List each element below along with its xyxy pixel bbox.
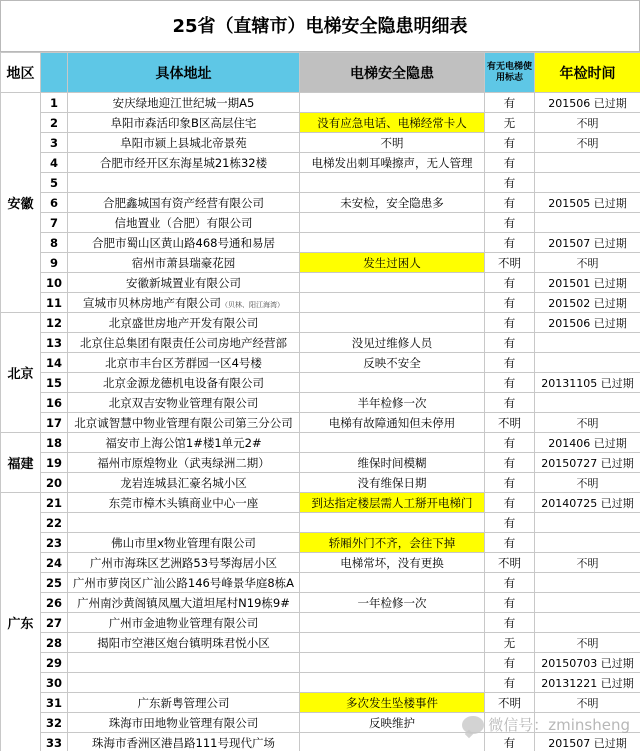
table-row xyxy=(1,433,640,453)
table-row xyxy=(1,573,640,593)
table-row xyxy=(1,333,640,353)
table-row xyxy=(1,93,640,113)
mark-cell: 不明 xyxy=(485,693,535,713)
table-row xyxy=(1,413,640,433)
row-index: 23 xyxy=(41,533,68,553)
address-cell: 宣城市贝林房地产有限公司（贝林、阳江海湾） xyxy=(68,293,300,313)
address-cell xyxy=(68,513,300,533)
table-row xyxy=(1,653,640,673)
address-cell: 北京市丰台区芳群园一区4号楼 xyxy=(68,353,300,373)
row-index: 8 xyxy=(41,233,68,253)
mark-cell: 有 xyxy=(485,393,535,413)
hazard-cell xyxy=(300,273,485,293)
address-cell: 合肥市蜀山区黄山路468号通和易居 xyxy=(68,233,300,253)
mark-cell: 有 xyxy=(485,233,535,253)
mark-cell: 有 xyxy=(485,493,535,513)
row-index: 9 xyxy=(41,253,68,273)
table-row xyxy=(1,133,640,153)
mark-cell: 有 xyxy=(485,653,535,673)
address-subtext: （贝林、阳江海湾） xyxy=(221,300,284,309)
address-cell xyxy=(68,173,300,193)
row-index: 18 xyxy=(41,433,68,453)
row-index: 7 xyxy=(41,213,68,233)
address-cell: 龙岩连城县汇豪名城小区 xyxy=(68,473,300,493)
row-index: 15 xyxy=(41,373,68,393)
table-row xyxy=(1,733,640,751)
row-index: 6 xyxy=(41,193,68,213)
header-row xyxy=(1,53,640,93)
header-mark: 有无电梯使用标志 xyxy=(485,53,535,93)
mark-cell: 有 xyxy=(485,133,535,153)
table-row xyxy=(1,293,640,313)
hazard-cell: 维保时间模糊 xyxy=(300,453,485,473)
header-index xyxy=(41,53,68,93)
mark-cell: 有 xyxy=(485,453,535,473)
mark-cell: 有 xyxy=(485,593,535,613)
row-index: 1 xyxy=(41,93,68,113)
row-index: 12 xyxy=(41,313,68,333)
mark-cell: 有 xyxy=(485,373,535,393)
year-cell: 201501 已过期 xyxy=(535,273,640,293)
region-cell: 福建 xyxy=(1,433,41,493)
table-row xyxy=(1,393,640,413)
table-row xyxy=(1,173,640,193)
table-body xyxy=(1,93,640,751)
hazard-cell: 一年检修一次 xyxy=(300,593,485,613)
address-cell: 阜阳市颍上县城北帝景苑 xyxy=(68,133,300,153)
table-row xyxy=(1,613,640,633)
mark-cell: 无 xyxy=(485,633,535,653)
hazard-cell: 电梯有故障通知但未停用 xyxy=(300,413,485,433)
mark-cell: 有 xyxy=(485,273,535,293)
row-index: 19 xyxy=(41,453,68,473)
row-index: 29 xyxy=(41,653,68,673)
address-cell: 广州市金迪物业管理有限公司 xyxy=(68,613,300,633)
hazard-cell: 到达指定楼层需人工掰开电梯门 xyxy=(300,493,485,513)
hazard-cell: 反映维护 xyxy=(300,713,485,733)
year-cell xyxy=(535,353,640,373)
table-row xyxy=(1,593,640,613)
hazard-cell xyxy=(300,733,485,751)
mark-cell: 有 xyxy=(485,513,535,533)
hazard-cell: 没有应急电话、电梯经常卡人 xyxy=(300,113,485,133)
year-cell xyxy=(535,173,640,193)
address-cell: 宿州市萧县瑞豪花园 xyxy=(68,253,300,273)
hazard-cell: 发生过困人 xyxy=(300,253,485,273)
row-index: 16 xyxy=(41,393,68,413)
table-row xyxy=(1,553,640,573)
mark-cell: 不明 xyxy=(485,413,535,433)
table-row xyxy=(1,353,640,373)
hazard-cell: 未安检，安全隐患多 xyxy=(300,193,485,213)
header-region: 地区 xyxy=(1,53,41,93)
hazard-cell: 多次发生坠楼事件 xyxy=(300,693,485,713)
mark-cell: 无 xyxy=(485,113,535,133)
address-cell: 广州市萝岗区广汕公路146号峰景华庭8栋A xyxy=(68,573,300,593)
table-row xyxy=(1,473,640,493)
row-index: 33 xyxy=(41,733,68,751)
mark-cell: 有 xyxy=(485,93,535,113)
mark-cell: 有 xyxy=(485,733,535,751)
region-cell: 安徽 xyxy=(1,93,41,313)
year-cell: 201502 已过期 xyxy=(535,293,640,313)
year-cell: 不明 xyxy=(535,473,640,493)
table-row xyxy=(1,233,640,253)
address-cell: 合肥鑫城国有资产经营有限公司 xyxy=(68,193,300,213)
address-cell: 北京住总集团有限责任公司房地产经营部 xyxy=(68,333,300,353)
hazard-cell: 电梯发出刺耳噪擦声，无人管理 xyxy=(300,153,485,173)
mark-cell: 有 xyxy=(485,433,535,453)
hazard-cell: 没有维保日期 xyxy=(300,473,485,493)
table-row xyxy=(1,313,640,333)
header-year: 年检时间 xyxy=(535,53,640,93)
hazard-cell: 没见过维修人员 xyxy=(300,333,485,353)
address-cell: 北京盛世房地产开发有限公司 xyxy=(68,313,300,333)
hazard-cell xyxy=(300,313,485,333)
row-index: 25 xyxy=(41,573,68,593)
row-index: 5 xyxy=(41,173,68,193)
hazard-cell xyxy=(300,433,485,453)
hazard-cell xyxy=(300,653,485,673)
row-index: 24 xyxy=(41,553,68,573)
year-cell xyxy=(535,333,640,353)
hazard-cell xyxy=(300,173,485,193)
header-address: 具体地址 xyxy=(68,53,300,93)
row-index: 10 xyxy=(41,273,68,293)
address-cell: 揭阳市空港区炮台镇明珠君悦小区 xyxy=(68,633,300,653)
table-row xyxy=(1,693,640,713)
year-cell xyxy=(535,613,640,633)
year-cell xyxy=(535,593,640,613)
year-cell: 不明 xyxy=(535,133,640,153)
mark-cell: 有 xyxy=(485,573,535,593)
year-cell: 不明 xyxy=(535,113,640,133)
hazard-cell xyxy=(300,513,485,533)
year-cell xyxy=(535,213,640,233)
address-cell xyxy=(68,673,300,693)
region-cell: 北京 xyxy=(1,313,41,433)
address-cell: 北京双吉安物业管理有限公司 xyxy=(68,393,300,413)
year-cell xyxy=(535,513,640,533)
year-cell: 20131221 已过期 xyxy=(535,673,640,693)
hazard-cell xyxy=(300,613,485,633)
year-cell xyxy=(535,153,640,173)
wechat-icon xyxy=(462,716,484,734)
hazard-cell xyxy=(300,213,485,233)
table-row xyxy=(1,273,640,293)
year-cell: 不明 xyxy=(535,693,640,713)
year-cell: 不明 xyxy=(535,413,640,433)
year-cell: 201506 已过期 xyxy=(535,93,640,113)
year-cell xyxy=(535,393,640,413)
year-cell: 20131105 已过期 xyxy=(535,373,640,393)
hazard-cell xyxy=(300,233,485,253)
year-cell xyxy=(535,533,640,553)
row-index: 32 xyxy=(41,713,68,733)
address-cell xyxy=(68,653,300,673)
row-index: 17 xyxy=(41,413,68,433)
year-cell: 20140725 已过期 xyxy=(535,493,640,513)
watermark-text: 微信号：zminsheng xyxy=(488,716,630,734)
header-hazard: 电梯安全隐患 xyxy=(300,53,485,93)
table-row xyxy=(1,533,640,553)
hazard-cell: 不明 xyxy=(300,133,485,153)
mark-cell: 不明 xyxy=(485,553,535,573)
mark-cell: 有 xyxy=(485,293,535,313)
row-index: 20 xyxy=(41,473,68,493)
mark-cell: 有 xyxy=(485,213,535,233)
mark-cell: 有 xyxy=(485,193,535,213)
address-cell: 北京诚智慧中物业管理有限公司第三分公司 xyxy=(68,413,300,433)
row-index: 28 xyxy=(41,633,68,653)
table-row xyxy=(1,673,640,693)
table-row xyxy=(1,373,640,393)
hazard-cell xyxy=(300,673,485,693)
hazard-cell: 电梯常坏，没有更换 xyxy=(300,553,485,573)
row-index: 31 xyxy=(41,693,68,713)
address-cell: 东莞市樟木头镇商业中心一座 xyxy=(68,493,300,513)
table-row xyxy=(1,513,640,533)
row-index: 11 xyxy=(41,293,68,313)
year-cell: 20150703 已过期 xyxy=(535,653,640,673)
year-cell: 不明 xyxy=(535,253,640,273)
year-cell xyxy=(535,573,640,593)
table-row xyxy=(1,493,640,513)
year-cell: 201507 已过期 xyxy=(535,733,640,751)
row-index: 26 xyxy=(41,593,68,613)
hazard-cell xyxy=(300,573,485,593)
table-title: 25省（直辖市）电梯安全隐患明细表 xyxy=(0,0,640,52)
year-cell: 201506 已过期 xyxy=(535,313,640,333)
address-cell: 福州市原煌物业（武夷绿洲二期） xyxy=(68,453,300,473)
row-index: 4 xyxy=(41,153,68,173)
region-cell: 广东 xyxy=(1,493,41,751)
mark-cell: 有 xyxy=(485,153,535,173)
table-row xyxy=(1,213,640,233)
year-cell: 201507 已过期 xyxy=(535,233,640,253)
address-cell: 安徽新城置业有限公司 xyxy=(68,273,300,293)
address-cell: 北京金源龙德机电设备有限公司 xyxy=(68,373,300,393)
year-cell: 不明 xyxy=(535,553,640,573)
address-cell: 福安市上海公馆1#楼1单元2# xyxy=(68,433,300,453)
table-row xyxy=(1,253,640,273)
address-cell: 信地置业（合肥）有限公司 xyxy=(68,213,300,233)
mark-cell: 有 xyxy=(485,353,535,373)
row-index: 30 xyxy=(41,673,68,693)
year-cell: 20150727 已过期 xyxy=(535,453,640,473)
year-cell: 201505 已过期 xyxy=(535,193,640,213)
address-cell: 珠海市香洲区港昌路111号现代广场 xyxy=(68,733,300,751)
table-row xyxy=(1,153,640,173)
address-cell: 阜阳市森活印象B区高层住宅 xyxy=(68,113,300,133)
table-row xyxy=(1,453,640,473)
mark-cell: 有 xyxy=(485,673,535,693)
row-index: 2 xyxy=(41,113,68,133)
row-index: 22 xyxy=(41,513,68,533)
hazard-table xyxy=(0,52,640,751)
hazard-cell xyxy=(300,373,485,393)
mark-cell: 有 xyxy=(485,173,535,193)
mark-cell: 有 xyxy=(485,533,535,553)
mark-cell: 不明 xyxy=(485,253,535,273)
row-index: 21 xyxy=(41,493,68,513)
hazard-cell xyxy=(300,633,485,653)
mark-cell: 有 xyxy=(485,313,535,333)
row-index: 14 xyxy=(41,353,68,373)
row-index: 3 xyxy=(41,133,68,153)
mark-cell: 有 xyxy=(485,613,535,633)
watermark xyxy=(462,714,630,735)
hazard-cell: 轿厢外门不齐，会往下掉 xyxy=(300,533,485,553)
address-cell: 合肥市经开区东海星城21栋32楼 xyxy=(68,153,300,173)
address-cell: 广东新粤管理公司 xyxy=(68,693,300,713)
table-row xyxy=(1,633,640,653)
address-cell: 广州市海珠区艺洲路53号琴海居小区 xyxy=(68,553,300,573)
table-row xyxy=(1,113,640,133)
hazard-cell xyxy=(300,293,485,313)
mark-cell: 有 xyxy=(485,333,535,353)
hazard-cell: 半年检修一次 xyxy=(300,393,485,413)
address-cell: 广州南沙黄阁镇凤凰大道坦尾村N19栋9# xyxy=(68,593,300,613)
address-cell: 佛山市里x物业管理有限公司 xyxy=(68,533,300,553)
table-row xyxy=(1,193,640,213)
address-cell: 安庆绿地迎江世纪城一期A5 xyxy=(68,93,300,113)
mark-cell: 有 xyxy=(485,473,535,493)
row-index: 27 xyxy=(41,613,68,633)
hazard-cell: 反映不安全 xyxy=(300,353,485,373)
hazard-cell xyxy=(300,93,485,113)
year-cell: 201406 已过期 xyxy=(535,433,640,453)
row-index: 13 xyxy=(41,333,68,353)
year-cell: 不明 xyxy=(535,633,640,653)
address-cell: 珠海市田地物业管理有限公司 xyxy=(68,713,300,733)
